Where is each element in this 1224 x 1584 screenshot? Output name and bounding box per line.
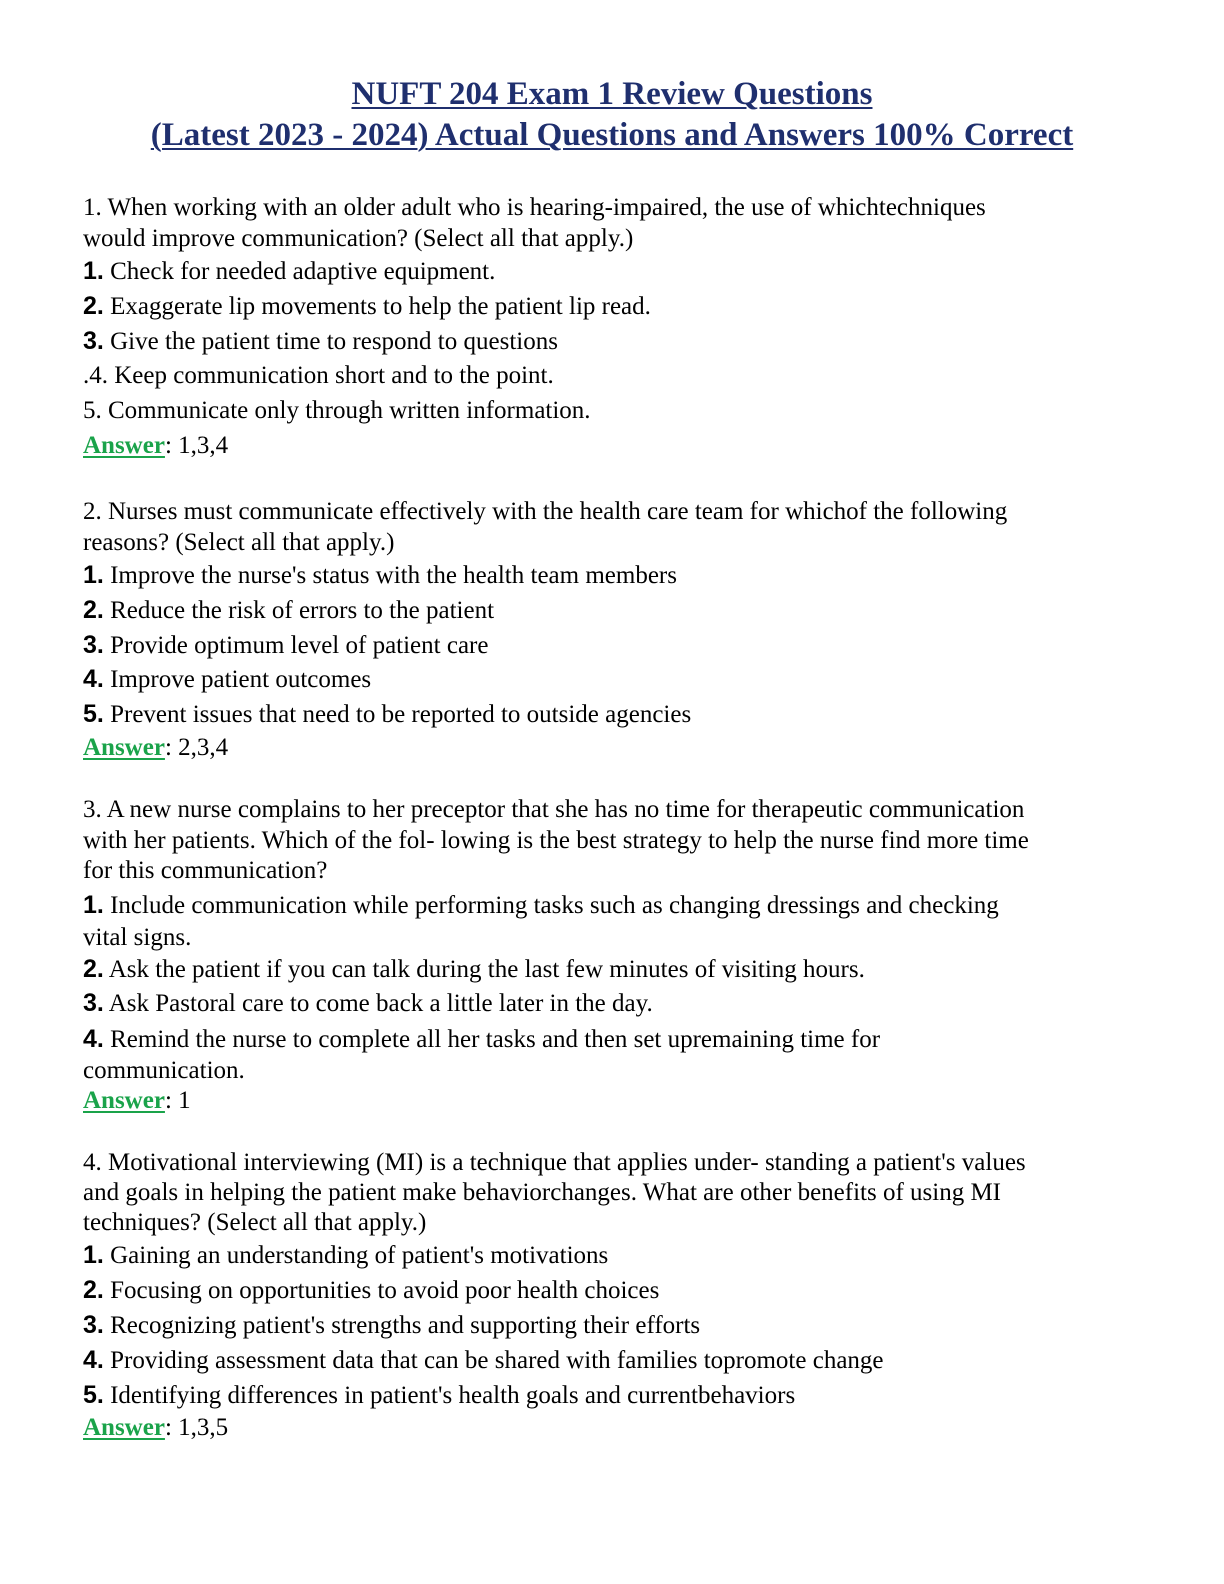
option-text: Recognizing patient's strengths and supporting their efforts xyxy=(103,1312,701,1339)
option-text: Provide optimum level of patient care xyxy=(103,632,489,659)
title-line-2: (Latest 2023 - 2024) Actual Questions and Answers 100% Correct xyxy=(150,117,1074,153)
answer-label: Answer xyxy=(83,1414,165,1441)
q1-option-1 xyxy=(83,256,1143,287)
answer-value: : 1 xyxy=(164,1087,191,1114)
option-number: 5. xyxy=(83,700,104,728)
q2-stem-line-2: reasons? (Select all that apply.) xyxy=(83,529,395,556)
q3-option-3 xyxy=(83,988,1143,1019)
option-text: Give the patient time to respond to questions xyxy=(103,328,558,355)
option-number: 1. xyxy=(83,1241,104,1269)
option-text: Gaining an understanding of patient's motivations xyxy=(103,1242,609,1269)
option-text: Improve the nurse's status with the health team members xyxy=(103,562,677,589)
q3-option-4 xyxy=(83,1024,1143,1055)
q4-stem-line-2: and goals in helping the patient make behaviorchanges. What are other benefits of using MI xyxy=(83,1179,1002,1206)
q4-option-1 xyxy=(83,1240,1143,1271)
q3-option-4-cont xyxy=(83,1055,1143,1086)
option-text: Check for needed adaptive equipment. xyxy=(103,258,496,285)
answer-label: Answer xyxy=(83,734,165,761)
option-number: 2. xyxy=(83,955,104,983)
option-text: Improve patient outcomes xyxy=(103,666,372,693)
option-text: 5. Communicate only through written information. xyxy=(83,397,591,424)
option-number: 2. xyxy=(83,1276,104,1304)
option-number: 4. xyxy=(83,665,104,693)
answer-value: : 1,3,4 xyxy=(164,432,229,459)
q4-answer xyxy=(83,1412,1143,1443)
q3-answer xyxy=(83,1085,1143,1116)
option-text: communication. xyxy=(83,1057,245,1084)
q3-stem-line-2: with her patients. Which of the fol- lowing is the best strategy to help the nurse find more time xyxy=(83,827,1029,854)
q2-option-2 xyxy=(83,595,1143,626)
q1-option-5 xyxy=(83,395,1143,426)
q1-answer xyxy=(83,430,1143,461)
q3-stem-line-3: for this communication? xyxy=(83,857,328,884)
q1-stem-line-2: would improve communication? (Select all that apply.) xyxy=(83,225,634,252)
option-number: 3. xyxy=(83,631,104,659)
q4-option-5 xyxy=(83,1380,1143,1411)
q4-stem-line-1: 4. Motivational interviewing (MI) is a technique that applies under- standing a patient's values xyxy=(83,1149,1026,1176)
option-text: Exaggerate lip movements to help the patient lip read. xyxy=(103,293,651,320)
option-number: 3. xyxy=(83,1311,104,1339)
q4-option-2 xyxy=(83,1275,1143,1306)
answer-value: : 1,3,5 xyxy=(164,1414,229,1441)
option-number: 2. xyxy=(83,292,104,320)
q2-option-1 xyxy=(83,560,1143,591)
option-text: Reduce the risk of errors to the patient xyxy=(103,597,495,624)
q3-stem-line-1: 3. A new nurse complains to her preceptor that she has no time for therapeutic communication xyxy=(83,796,1025,823)
q3-option-2 xyxy=(83,954,1143,985)
q2-answer xyxy=(83,732,1143,763)
answer-label: Answer xyxy=(83,1087,165,1114)
option-text: Focusing on opportunities to avoid poor health choices xyxy=(103,1277,660,1304)
q1-stem-line-1: 1. When working with an older adult who is hearing-impaired, the use of whichtechniques xyxy=(83,194,986,221)
option-number: 3. xyxy=(83,327,104,355)
q2-option-3 xyxy=(83,630,1143,661)
q2-option-4 xyxy=(83,664,1143,695)
option-text: Providing assessment data that can be shared with families topromote change xyxy=(103,1347,884,1374)
option-number: 3. xyxy=(83,989,104,1017)
q1-option-4 xyxy=(83,360,1143,391)
option-text: Ask Pastoral care to come back a little later in the day. xyxy=(103,990,653,1017)
option-number: 4. xyxy=(83,1346,104,1374)
q3-option-1 xyxy=(83,890,1143,921)
q1-option-2 xyxy=(83,291,1143,322)
option-text: Include communication while performing tasks such as changing dressings and checking xyxy=(103,892,999,919)
option-number: 1. xyxy=(83,561,104,589)
answer-value: : 2,3,4 xyxy=(164,734,229,761)
option-number: 1. xyxy=(83,257,104,285)
option-number: 1. xyxy=(83,891,104,919)
option-number: 2. xyxy=(83,596,104,624)
option-text: .4. Keep communication short and to the point. xyxy=(83,362,554,389)
q2-option-5 xyxy=(83,699,1143,730)
option-text: Remind the nurse to complete all her tasks and then set upremaining time for xyxy=(103,1026,881,1053)
q4-option-4 xyxy=(83,1345,1143,1376)
answer-label: Answer xyxy=(83,432,165,459)
q2-stem-line-1: 2. Nurses must communicate effectively with the health care team for whichof the following xyxy=(83,498,1008,525)
q3-option-1-cont xyxy=(83,922,1143,953)
q4-stem-line-3: techniques? (Select all that apply.) xyxy=(83,1209,427,1236)
q1-option-3 xyxy=(83,326,1143,357)
q4-option-3 xyxy=(83,1310,1143,1341)
option-number: 4. xyxy=(83,1025,104,1053)
option-text: Prevent issues that need to be reported to outside agencies xyxy=(103,701,692,728)
title-line-1: NUFT 204 Exam 1 Review Questions xyxy=(351,76,873,112)
option-number: 5. xyxy=(83,1381,104,1409)
option-text: Ask the patient if you can talk during the last few minutes of visiting hours. xyxy=(103,956,865,983)
option-text: vital signs. xyxy=(83,924,192,951)
option-text: Identifying differences in patient's health goals and currentbehaviors xyxy=(103,1382,796,1409)
